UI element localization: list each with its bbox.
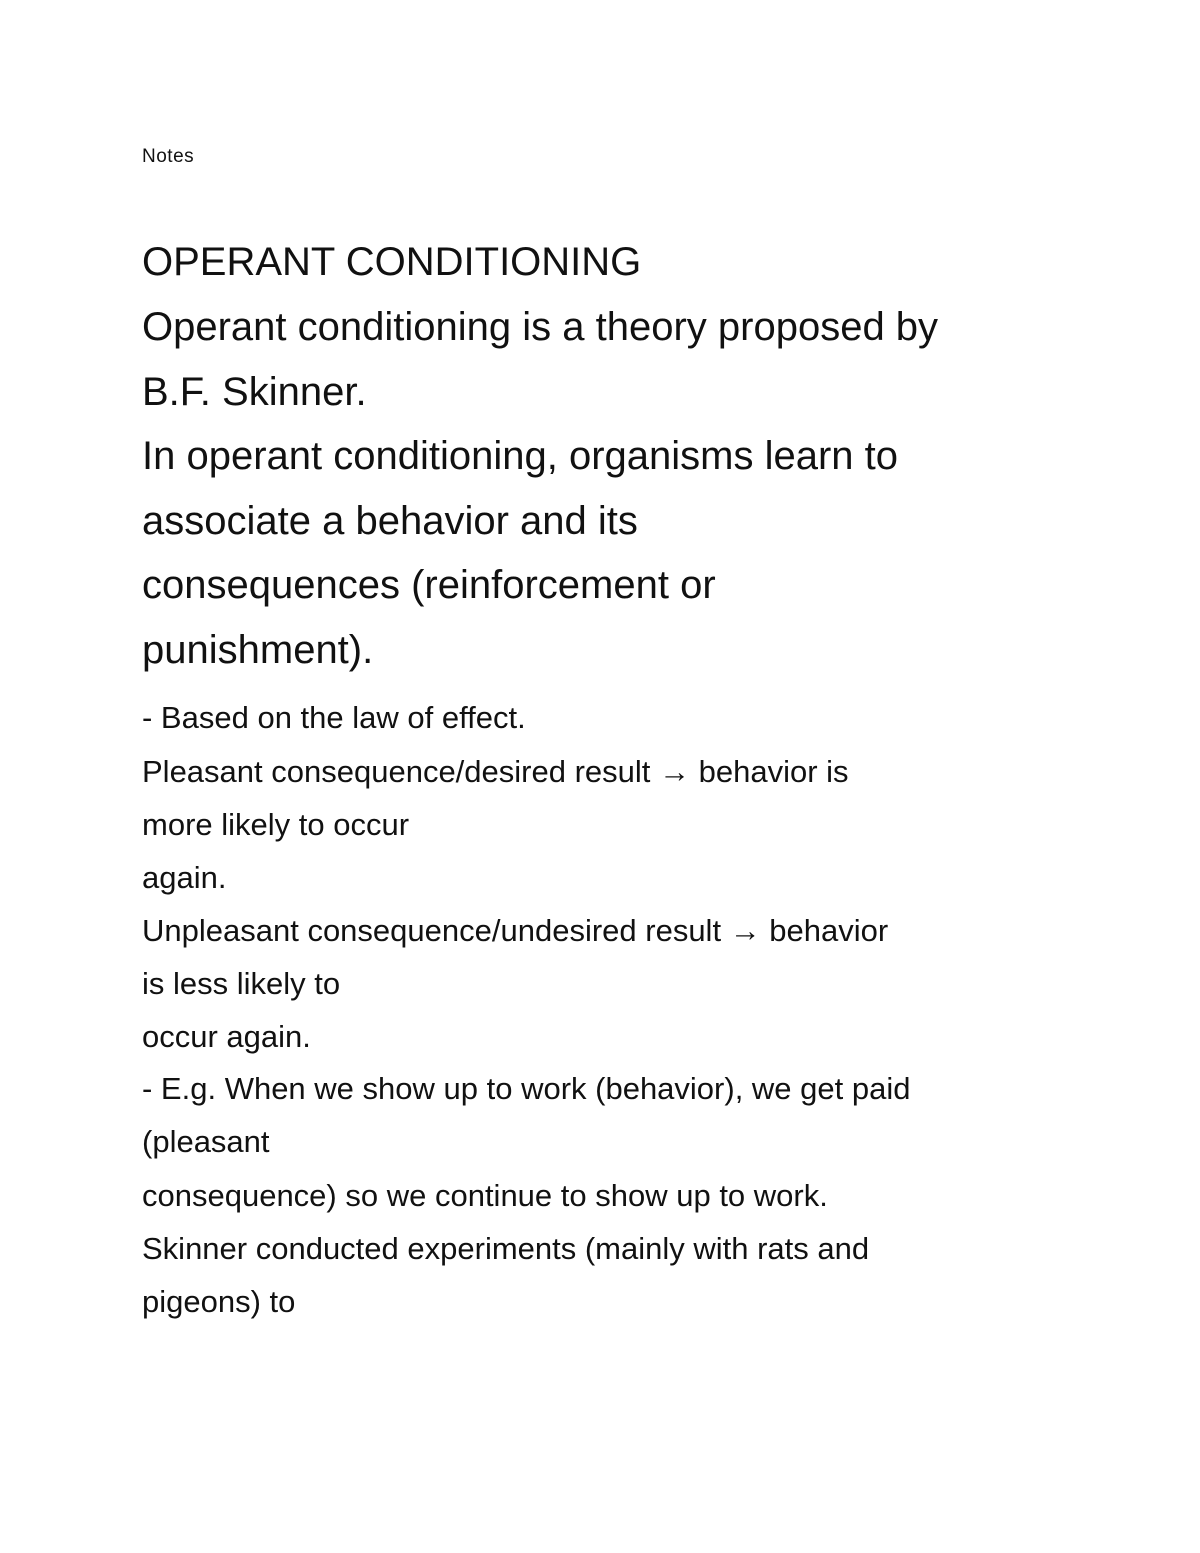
intro-line: In operant conditioning, organisms learn to xyxy=(142,434,899,478)
body-line: Unpleasant consequence/undesired result → behavior xyxy=(142,913,889,948)
notes-header-label: Notes xyxy=(142,146,195,167)
intro-line: B.F. Skinner. xyxy=(142,370,367,414)
body-line: more likely to occur xyxy=(142,807,410,842)
intro-line: Operant conditioning is a theory proposed by xyxy=(142,305,939,349)
intro-line: consequences (reinforcement or xyxy=(142,563,716,607)
intro-line: punishment). xyxy=(142,628,374,672)
body-line: consequence) so we continue to show up to work. xyxy=(142,1178,828,1213)
body-line: Skinner conducted experiments (mainly with rats and xyxy=(142,1231,870,1266)
body-line: (pleasant xyxy=(142,1124,270,1159)
body-line: Pleasant consequence/desired result → behavior is xyxy=(142,754,849,789)
body-line: - E.g. When we show up to work (behavior), we get paid xyxy=(142,1071,911,1106)
body-line: is less likely to xyxy=(142,966,341,1001)
intro-line: associate a behavior and its xyxy=(142,499,638,543)
body-line: - Based on the law of effect. xyxy=(142,700,526,735)
body-line: again. xyxy=(142,860,227,895)
body-line: occur again. xyxy=(142,1019,311,1054)
body-line: pigeons) to xyxy=(142,1284,296,1319)
document-title: OPERANT CONDITIONING xyxy=(142,240,642,284)
